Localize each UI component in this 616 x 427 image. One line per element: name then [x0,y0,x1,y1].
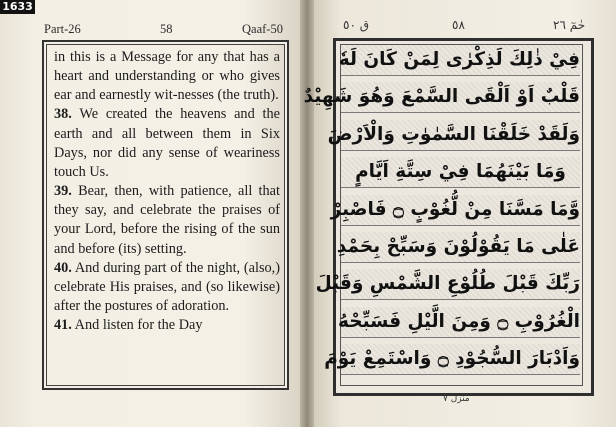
arabic-line: قَلْبٌ اَوْ اَلْقَى السَّمْعَ وَهُوَ شَهِيْدٌ [341,82,580,113]
verse-number: 41. [54,317,72,334]
verse-paragraph [54,259,280,316]
verse-paragraph [54,48,280,105]
verse-text: And during part of the night, (also,) celebrate His praises, and (so likewise) after the postures of adoration. [54,259,280,315]
translation-text [54,48,280,335]
header-part: Part-26 [44,22,81,36]
verse-paragraph [54,316,280,335]
header-surah: Qaaf-50 [242,22,283,36]
verse-text: We created the heavens and the earth and all between them in Six Days, nor did any sense of weariness touch Us. [54,106,280,180]
verse-number: 39. [54,183,72,200]
book-gutter [300,0,314,427]
verse-number: 40. [54,259,72,276]
header-page-number: 58 [160,22,173,36]
arabic-line: وَاَدْبَارَ السُّجُوْدِ ۝ وَاسْتَمِعْ يَوْمَ [341,344,580,375]
arabic-header-page: ٥٨ [452,18,465,32]
verse-text: And listen for the Day [71,317,203,334]
arabic-line: رَبِّكَ قَبْلَ طُلُوْعِ الشَّمْسِ وَقَبْلَ [341,269,580,300]
arabic-line: عَلٰى مَا يَقُوْلُوْنَ وَسَبِّحْ بِحَمْدِ [341,232,580,263]
arabic-header-surah: ق ٥٠ [343,18,370,32]
arabic-line: وَلَقَدْ خَلَقْنَا السَّمٰوٰتِ وَالْاَرْضَ [341,120,580,151]
arabic-line: الْغُرُوْبِ ۝ وَمِنَ الَّيْلِ فَسَبِّحْهُ [341,307,580,338]
arabic-line: وَّمَا مَسَّنَا مِنْ لُّغُوْبٍ ۝ فَاصْبِرْ [341,195,580,226]
verse-paragraph [54,182,280,259]
arabic-line: وَمَا بَيْنَهُمَا فِيْ سِتَّةِ اَيَّامٍ [341,157,580,188]
verse-number: 38. [54,106,72,123]
verse-text: Bear, then, with patience, all that they say, and celebrate the praises of your Lord, before the rising of the sun and before (its) setting. [54,183,280,257]
verse-text: in this is a Message for any that has a heart and understanding or who gives ear and earnestly wit-nesses (the truth). [54,49,280,104]
page-number-badge: 1633 [0,0,35,14]
arabic-header-juz: حٰمٓ ٢٦ [553,18,586,32]
verse-paragraph [54,105,280,182]
arabic-line: فِيْ ذٰلِكَ لَذِكْرٰى لِمَنْ كَانَ لَهٗ [341,45,580,76]
manzil-footer: منزل ٧ [443,394,470,404]
